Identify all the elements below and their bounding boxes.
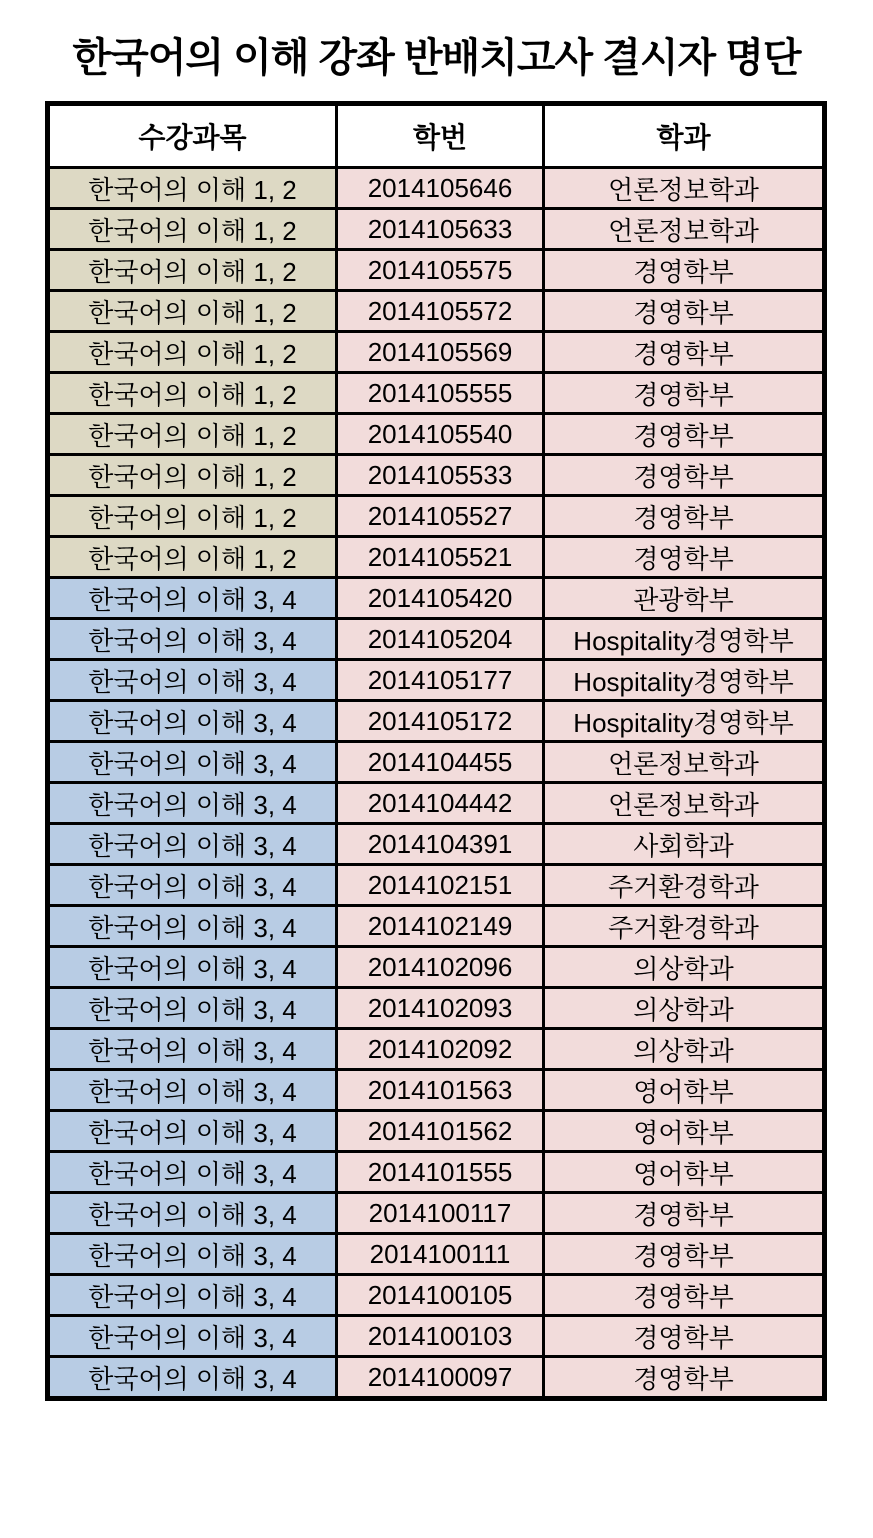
student-id-cell: 2014105540 (337, 414, 544, 455)
course-cell: 한국어의 이해 1, 2 (48, 414, 337, 455)
course-cell: 한국어의 이해 1, 2 (48, 168, 337, 209)
table-row (48, 988, 825, 1029)
column-header-student-id: 학번 (337, 104, 544, 168)
student-id-cell: 2014100103 (337, 1316, 544, 1357)
course-cell: 한국어의 이해 3, 4 (48, 1111, 337, 1152)
department-cell: 경영학부 (544, 373, 825, 414)
department-cell: 경영학부 (544, 1193, 825, 1234)
course-cell: 한국어의 이해 3, 4 (48, 988, 337, 1029)
table-row (48, 1234, 825, 1275)
table-row (48, 1193, 825, 1234)
course-cell: 한국어의 이해 3, 4 (48, 1029, 337, 1070)
student-id-cell: 2014100117 (337, 1193, 544, 1234)
table-row (48, 209, 825, 250)
department-cell: 경영학부 (544, 1357, 825, 1399)
department-cell: 영어학부 (544, 1111, 825, 1152)
department-cell: 경영학부 (544, 455, 825, 496)
table-row (48, 373, 825, 414)
department-cell: 언론정보학과 (544, 209, 825, 250)
table-row (48, 291, 825, 332)
department-cell: 언론정보학과 (544, 742, 825, 783)
student-id-cell: 2014102093 (337, 988, 544, 1029)
department-cell: 의상학과 (544, 988, 825, 1029)
department-cell: 경영학부 (544, 250, 825, 291)
course-cell: 한국어의 이해 3, 4 (48, 906, 337, 947)
student-id-cell: 2014105555 (337, 373, 544, 414)
student-id-cell: 2014100111 (337, 1234, 544, 1275)
course-cell: 한국어의 이해 3, 4 (48, 824, 337, 865)
department-cell: 경영학부 (544, 537, 825, 578)
student-id-cell: 2014102096 (337, 947, 544, 988)
student-id-cell: 2014105527 (337, 496, 544, 537)
department-cell: Hospitality경영학부 (544, 701, 825, 742)
course-cell: 한국어의 이해 3, 4 (48, 701, 337, 742)
course-cell: 한국어의 이해 3, 4 (48, 742, 337, 783)
course-cell: 한국어의 이해 3, 4 (48, 578, 337, 619)
page-title: 한국어의 이해 강좌 반배치고사 결시자 명단 (72, 36, 801, 80)
course-cell: 한국어의 이해 3, 4 (48, 865, 337, 906)
table-header-row (48, 104, 825, 168)
department-cell: 주거환경학과 (544, 906, 825, 947)
course-cell: 한국어의 이해 1, 2 (48, 250, 337, 291)
department-cell: Hospitality경영학부 (544, 619, 825, 660)
table-row (48, 1152, 825, 1193)
table-row (48, 496, 825, 537)
student-id-cell: 2014100105 (337, 1275, 544, 1316)
student-id-cell: 2014101562 (337, 1111, 544, 1152)
table-row (48, 1357, 825, 1399)
course-cell: 한국어의 이해 3, 4 (48, 783, 337, 824)
student-id-cell: 2014104455 (337, 742, 544, 783)
table-row (48, 660, 825, 701)
table-row (48, 742, 825, 783)
student-id-cell: 2014100097 (337, 1357, 544, 1399)
student-id-cell: 2014105572 (337, 291, 544, 332)
course-cell: 한국어의 이해 1, 2 (48, 496, 337, 537)
department-cell: 경영학부 (544, 496, 825, 537)
student-id-cell: 2014102149 (337, 906, 544, 947)
column-header-department: 학과 (544, 104, 825, 168)
department-cell: Hospitality경영학부 (544, 660, 825, 701)
course-cell: 한국어의 이해 3, 4 (48, 619, 337, 660)
column-header-course: 수강과목 (48, 104, 337, 168)
table-body (48, 168, 825, 1399)
table-row (48, 1275, 825, 1316)
department-cell: 경영학부 (544, 291, 825, 332)
student-id-cell: 2014104442 (337, 783, 544, 824)
table-row (48, 906, 825, 947)
course-cell: 한국어의 이해 3, 4 (48, 660, 337, 701)
student-id-cell: 2014105646 (337, 168, 544, 209)
course-cell: 한국어의 이해 1, 2 (48, 373, 337, 414)
student-id-cell: 2014105420 (337, 578, 544, 619)
course-cell: 한국어의 이해 1, 2 (48, 332, 337, 373)
course-cell: 한국어의 이해 3, 4 (48, 1193, 337, 1234)
course-cell: 한국어의 이해 1, 2 (48, 209, 337, 250)
table-row (48, 332, 825, 373)
student-id-cell: 2014105204 (337, 619, 544, 660)
department-cell: 경영학부 (544, 1275, 825, 1316)
department-cell: 언론정보학과 (544, 168, 825, 209)
table-row (48, 578, 825, 619)
student-id-cell: 2014102151 (337, 865, 544, 906)
course-cell: 한국어의 이해 1, 2 (48, 455, 337, 496)
table-row (48, 537, 825, 578)
table-row (48, 1111, 825, 1152)
department-cell: 영어학부 (544, 1152, 825, 1193)
table-row (48, 865, 825, 906)
course-cell: 한국어의 이해 3, 4 (48, 1234, 337, 1275)
course-cell: 한국어의 이해 3, 4 (48, 1070, 337, 1111)
table-row (48, 824, 825, 865)
table-row (48, 168, 825, 209)
course-cell: 한국어의 이해 3, 4 (48, 1316, 337, 1357)
student-id-cell: 2014101563 (337, 1070, 544, 1111)
course-cell: 한국어의 이해 3, 4 (48, 1275, 337, 1316)
student-id-cell: 2014105569 (337, 332, 544, 373)
department-cell: 관광학부 (544, 578, 825, 619)
department-cell: 경영학부 (544, 332, 825, 373)
table-row (48, 1070, 825, 1111)
course-cell: 한국어의 이해 1, 2 (48, 537, 337, 578)
table-row (48, 250, 825, 291)
department-cell: 사회학과 (544, 824, 825, 865)
table-row (48, 619, 825, 660)
department-cell: 경영학부 (544, 1234, 825, 1275)
student-id-cell: 2014105521 (337, 537, 544, 578)
department-cell: 영어학부 (544, 1070, 825, 1111)
department-cell: 의상학과 (544, 947, 825, 988)
student-id-cell: 2014102092 (337, 1029, 544, 1070)
absentee-table (45, 101, 827, 1401)
department-cell: 주거환경학과 (544, 865, 825, 906)
student-id-cell: 2014101555 (337, 1152, 544, 1193)
course-cell: 한국어의 이해 3, 4 (48, 947, 337, 988)
department-cell: 경영학부 (544, 1316, 825, 1357)
department-cell: 언론정보학과 (544, 783, 825, 824)
course-cell: 한국어의 이해 1, 2 (48, 291, 337, 332)
table-row (48, 455, 825, 496)
table-row (48, 1029, 825, 1070)
table-row (48, 947, 825, 988)
student-id-cell: 2014105575 (337, 250, 544, 291)
student-id-cell: 2014104391 (337, 824, 544, 865)
course-cell: 한국어의 이해 3, 4 (48, 1357, 337, 1399)
student-id-cell: 2014105177 (337, 660, 544, 701)
student-id-cell: 2014105633 (337, 209, 544, 250)
department-cell: 의상학과 (544, 1029, 825, 1070)
table-row (48, 414, 825, 455)
student-id-cell: 2014105533 (337, 455, 544, 496)
student-id-cell: 2014105172 (337, 701, 544, 742)
department-cell: 경영학부 (544, 414, 825, 455)
table-row (48, 701, 825, 742)
course-cell: 한국어의 이해 3, 4 (48, 1152, 337, 1193)
table-row (48, 1316, 825, 1357)
table-row (48, 783, 825, 824)
